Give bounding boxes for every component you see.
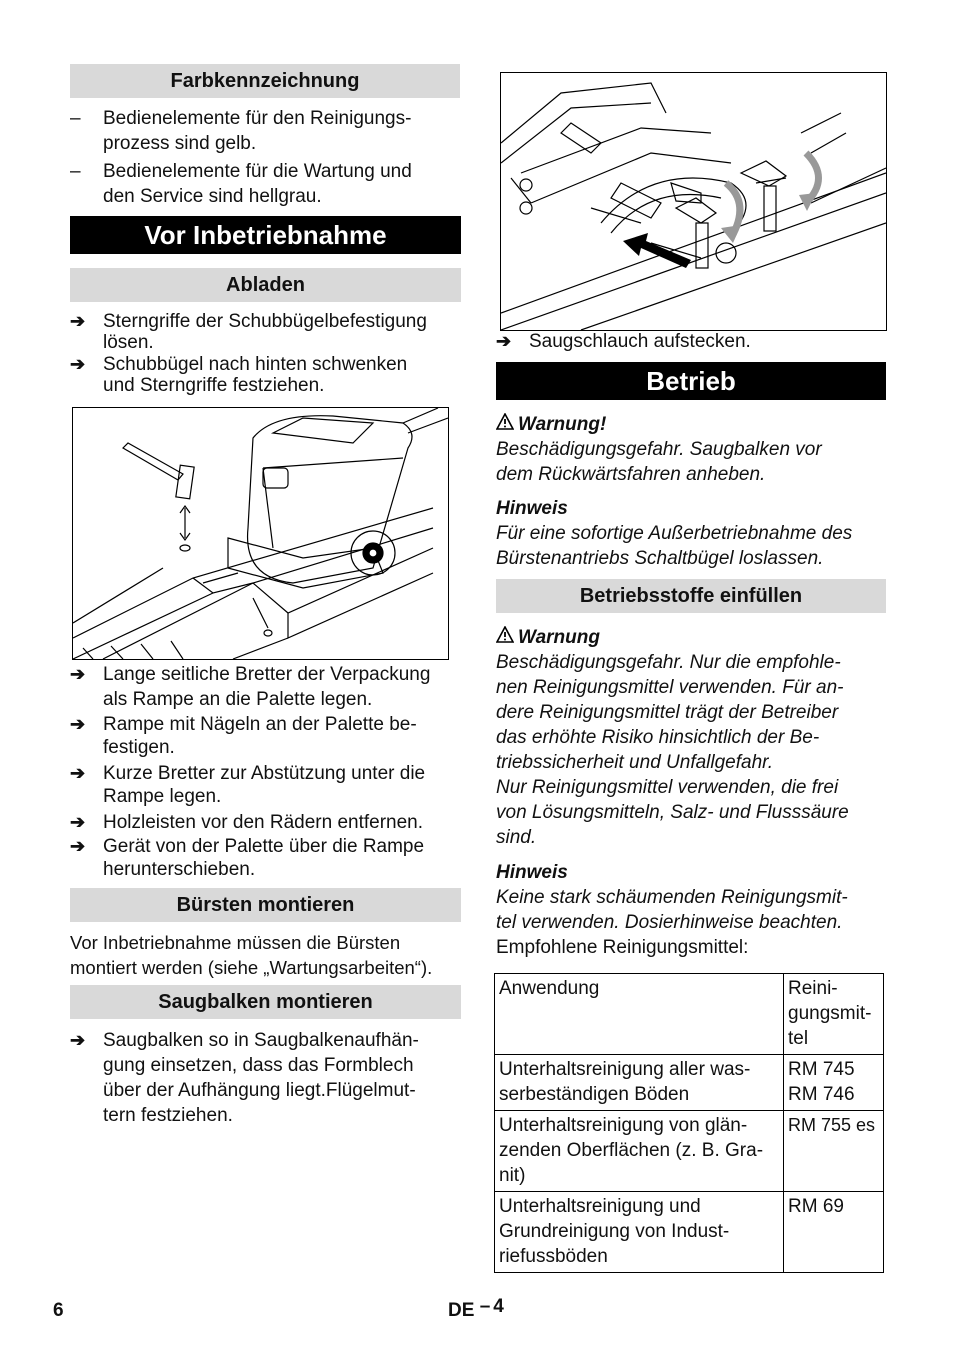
step-line: Holzleisten vor den Rädern entfernen. (103, 812, 424, 833)
warning-line: dere Reinigungsmittel trägt der Betreiber (496, 702, 839, 723)
list-item (70, 159, 494, 209)
unloading-illustration (73, 408, 448, 659)
step-line: als Rampe an die Palette legen. (103, 689, 373, 710)
note-line: Bürstenantriebs Schaltbügel loslassen. (496, 548, 824, 569)
warning-title: Warnung (518, 627, 600, 648)
footer-lang: DE (448, 1300, 475, 1321)
cell-line: tel (788, 1028, 809, 1049)
warning-line: dem Rückwärtsfahren anheben. (496, 464, 766, 485)
table-cell (784, 1111, 884, 1192)
table-cell (495, 974, 784, 1055)
chapter-heading-vor-inbetriebnahme: Vor Inbetriebnahme (70, 216, 461, 254)
section-heading-abladen: Abladen (70, 268, 461, 302)
step-line: herunterschieben. (103, 859, 256, 880)
step-line: lösen. (103, 332, 154, 353)
cell-line: RM 69 (788, 1196, 844, 1217)
step-line: festigen. (103, 737, 175, 758)
warning-line: nen Reinigungsmittel verwenden. Für an- (496, 677, 844, 698)
note-1 (496, 496, 886, 571)
page-number: 6 (53, 1300, 64, 1321)
step-line: Saugschlauch aufstecken. (529, 331, 751, 352)
cell-line: gungsmit- (788, 1003, 872, 1024)
table-row (495, 974, 884, 1055)
footer-dash: – (479, 1296, 491, 1317)
step-item (496, 329, 919, 354)
table-cell (784, 1055, 884, 1111)
footer-sub-page: 4 (493, 1296, 504, 1317)
arrow-right-icon: ➔ (70, 664, 86, 684)
step-line: Rampe legen. (103, 786, 222, 807)
step-line: und Sterngriffe festziehen. (103, 375, 325, 396)
list-item-line: den Service sind hellgrau. (103, 186, 322, 207)
step-line: tern festziehen. (103, 1105, 233, 1126)
note-line: Für eine sofortige Außerbetriebnahme des (496, 523, 853, 544)
step-line: Schubbügel nach hinten schwenken (103, 354, 408, 375)
step-line: Lange seitliche Bretter der Verpackung (103, 664, 431, 685)
step-line: über der Aufhängung liegt.Flügelmut- (103, 1080, 416, 1101)
list-item-line: Bedienelemente für die Wartung und (103, 161, 412, 182)
step-item (70, 662, 494, 712)
cleaning-agents-table (494, 973, 884, 1273)
note-title: Hinweis (496, 862, 568, 883)
step-line: Saugbalken so in Saugbalkenaufhän- (103, 1030, 419, 1051)
table-cell (495, 1192, 784, 1273)
note-2 (496, 860, 886, 960)
section-heading-buersten: Bürsten montieren (70, 888, 461, 922)
warning-line: triebssicherheit und Unfallgefahr. (496, 752, 774, 773)
table-row (495, 1192, 884, 1273)
note-title: Hinweis (496, 498, 568, 519)
step-line: Gerät von der Palette über die Rampe (103, 836, 425, 857)
recommended-label: Empfohlene Reinigungsmittel: (496, 937, 749, 958)
table-cell (495, 1111, 784, 1192)
table-cell (784, 974, 884, 1055)
squeegee-illustration (501, 73, 886, 330)
table-cell (784, 1192, 884, 1273)
step-item (70, 354, 494, 396)
list-item-line: Bedienelemente für den Reinigungs- (103, 108, 412, 129)
warning-line: Beschädigungsgefahr. Saugbalken vor (496, 439, 822, 460)
note-line: tel verwenden. Dosierhinweise beachten. (496, 912, 843, 933)
warning-line: Beschädigungsgefahr. Nur die empfohle- (496, 652, 841, 673)
list-item (70, 106, 494, 156)
warning-triangle-icon (496, 412, 518, 437)
paragraph-line: Vor Inbetriebnahme müssen die Bürsten (70, 932, 401, 953)
step-item (70, 762, 494, 808)
arrow-right-icon: ➔ (70, 311, 86, 331)
arrow-right-icon: ➔ (70, 714, 86, 734)
table-row (495, 1055, 884, 1111)
cell-line: RM 745 (788, 1059, 855, 1080)
cell-line: Unterhaltsreinigung und (499, 1196, 701, 1217)
section-heading-saugbalken: Saugbalken montieren (70, 985, 461, 1019)
section-heading-farbkennzeichnung: Farbkennzeichnung (70, 64, 460, 98)
dash-bullet: – (70, 108, 81, 129)
warning-1 (496, 412, 886, 487)
step-line: Sterngriffe der Schubbügelbefestigung (103, 311, 427, 332)
cell-line: Anwendung (499, 978, 600, 999)
cell-line: Unterhaltsreinigung von glän- (499, 1115, 748, 1136)
arrow-right-icon: ➔ (70, 763, 86, 783)
cell-line: riefussböden (499, 1246, 608, 1267)
dash-bullet: – (70, 161, 81, 182)
note-line: Keine stark schäumenden Reinigungsmit- (496, 887, 848, 908)
step-item (70, 713, 494, 759)
chapter-heading-betrieb: Betrieb (496, 362, 886, 400)
warning-2 (496, 625, 886, 850)
arrow-right-icon: ➔ (70, 836, 86, 856)
cell-line: Unterhaltsreinigung aller was- (499, 1059, 751, 1080)
figure-unloading-machine (72, 407, 449, 660)
warning-line: das erhöhte Risiko hinsichtlich der Be- (496, 727, 820, 748)
step-line: Rampe mit Nägeln an der Palette be- (103, 714, 417, 735)
cell-line: Grundreinigung von Indust- (499, 1221, 730, 1242)
step-item (70, 311, 494, 353)
cell-line: zenden Oberflächen (z. B. Gra- (499, 1140, 764, 1161)
arrow-right-icon: ➔ (70, 354, 86, 374)
table-row (495, 1111, 884, 1192)
warning-line: sind. (496, 827, 537, 848)
warning-line: Nur Reinigungsmittel verwenden, die frei (496, 777, 839, 798)
warning-title: Warnung! (518, 414, 607, 435)
step-item (70, 1028, 494, 1128)
step-item (70, 835, 494, 881)
table-cell (495, 1055, 784, 1111)
paragraph-buersten (70, 930, 470, 980)
arrow-right-icon: ➔ (70, 812, 86, 832)
cell-line: Reini- (788, 978, 838, 999)
arrow-right-icon: ➔ (70, 1030, 86, 1050)
step-item (70, 810, 494, 835)
step-line: gung einsetzen, dass das Formblech (103, 1055, 414, 1076)
figure-squeegee-mount (500, 72, 887, 331)
footer-page-ref (448, 1298, 504, 1323)
arrow-right-icon: ➔ (496, 331, 512, 351)
list-item-line: prozess sind gelb. (103, 133, 257, 154)
warning-triangle-icon (496, 625, 518, 650)
cell-line: nit) (499, 1165, 526, 1186)
step-line: Kurze Bretter zur Abstützung unter die (103, 763, 426, 784)
cell-line: serbeständigen Böden (499, 1084, 690, 1105)
cell-line: RM 755 es (788, 1115, 876, 1135)
section-heading-betriebsstoffe: Betriebsstoffe einfüllen (496, 579, 886, 613)
warning-line: von Lösungsmitteln, Salz- und Flusssäure (496, 802, 849, 823)
paragraph-line: montiert werden (siehe „Wartungsarbeiten“). (70, 957, 433, 978)
cell-line: RM 746 (788, 1084, 855, 1105)
